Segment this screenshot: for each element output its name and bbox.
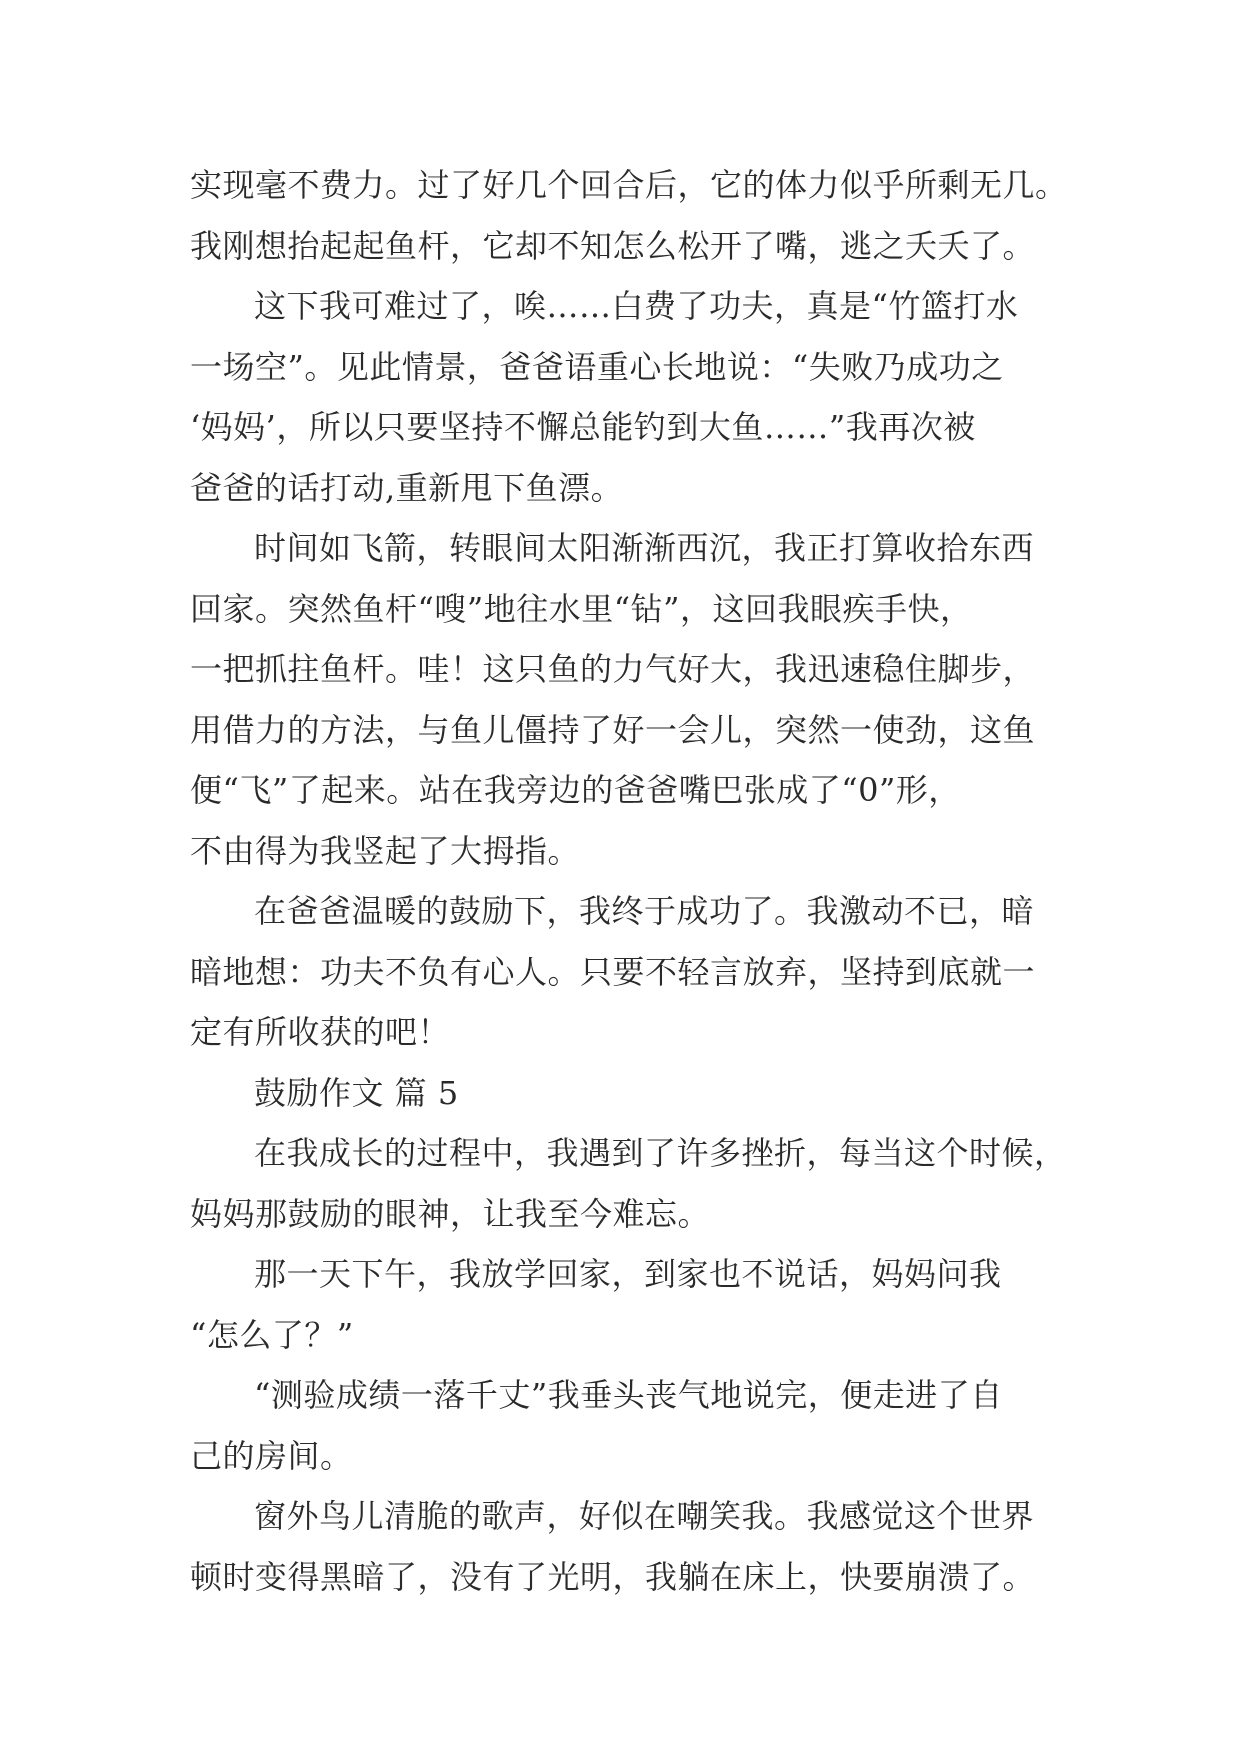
text-line: 不由得为我竖起了大拇指。 <box>190 831 581 870</box>
text-line: 在我成长的过程中，我遇到了许多挫折，每当这个时候， <box>254 1134 1067 1172</box>
text-line: “怎么了？” <box>190 1315 354 1354</box>
body-text <box>190 155 1070 1607</box>
text-line: 用借力的方法，与鱼儿僵持了好一会儿，突然一使劲，这鱼 <box>190 710 1036 749</box>
section-heading: 鼓励作文 篇 5 <box>254 1073 459 1112</box>
text-line: 顿时变得黑暗了，没有了光明，我躺在床上，快要崩溃了。 <box>190 1557 1036 1596</box>
text-line: ‘妈妈’，所以只要坚持不懈总能钓到大鱼……”我再次被 <box>190 408 976 446</box>
text-line: 窗外鸟儿清脆的歌声，好似在嘲笑我。我感觉这个世界 <box>254 1497 1035 1535</box>
text-line: 暗地想：功夫不负有心人。只要不轻言放弃，坚持到底就一 <box>190 952 1036 991</box>
text-line: 时间如飞箭，转眼间太阳渐渐西沉，我正打算收拾东西 <box>254 529 1035 567</box>
text-line: 定有所收获的吧！ <box>190 1013 451 1051</box>
text-line: 这下我可难过了，唉……白费了功夫，真是“竹篮打水 <box>254 287 1019 325</box>
text-line: 在爸爸温暖的鼓励下，我终于成功了。我激动不已，暗 <box>254 892 1035 930</box>
text-line: “测验成绩一落千丈”我垂头丧气地说完，便走进了自 <box>254 1376 1003 1414</box>
text-line: 那一天下午，我放学回家，到家也不说话，妈妈问我 <box>254 1255 1002 1293</box>
text-line: 我刚想抬起起鱼杆，它却不知怎么松开了嘴，逃之夭夭了。 <box>190 226 1036 265</box>
text-line: 便“飞”了起来。站在我旁边的爸爸嘴巴张成了“0”形， <box>190 771 961 809</box>
text-line: 回家。突然鱼杆“嗖”地往水里“钻”，这回我眼疾手快， <box>190 589 973 628</box>
text-line: 妈妈那鼓励的眼神，让我至今难忘。 <box>190 1194 711 1233</box>
text-line: 一场空”。见此情景，爸爸语重心长地说：“失败乃成功之 <box>190 347 1004 386</box>
text-line: 己的房间。 <box>190 1436 353 1475</box>
text-line: 爸爸的话打动,重新甩下鱼漂。 <box>190 468 624 507</box>
text-line: 实现毫不费力。过了好几个回合后，它的体力似乎所剩无几。 <box>190 166 1068 204</box>
text-line: 一把抓拄鱼杆。哇！这只鱼的力气好大，我迅速稳住脚步， <box>190 650 1036 688</box>
